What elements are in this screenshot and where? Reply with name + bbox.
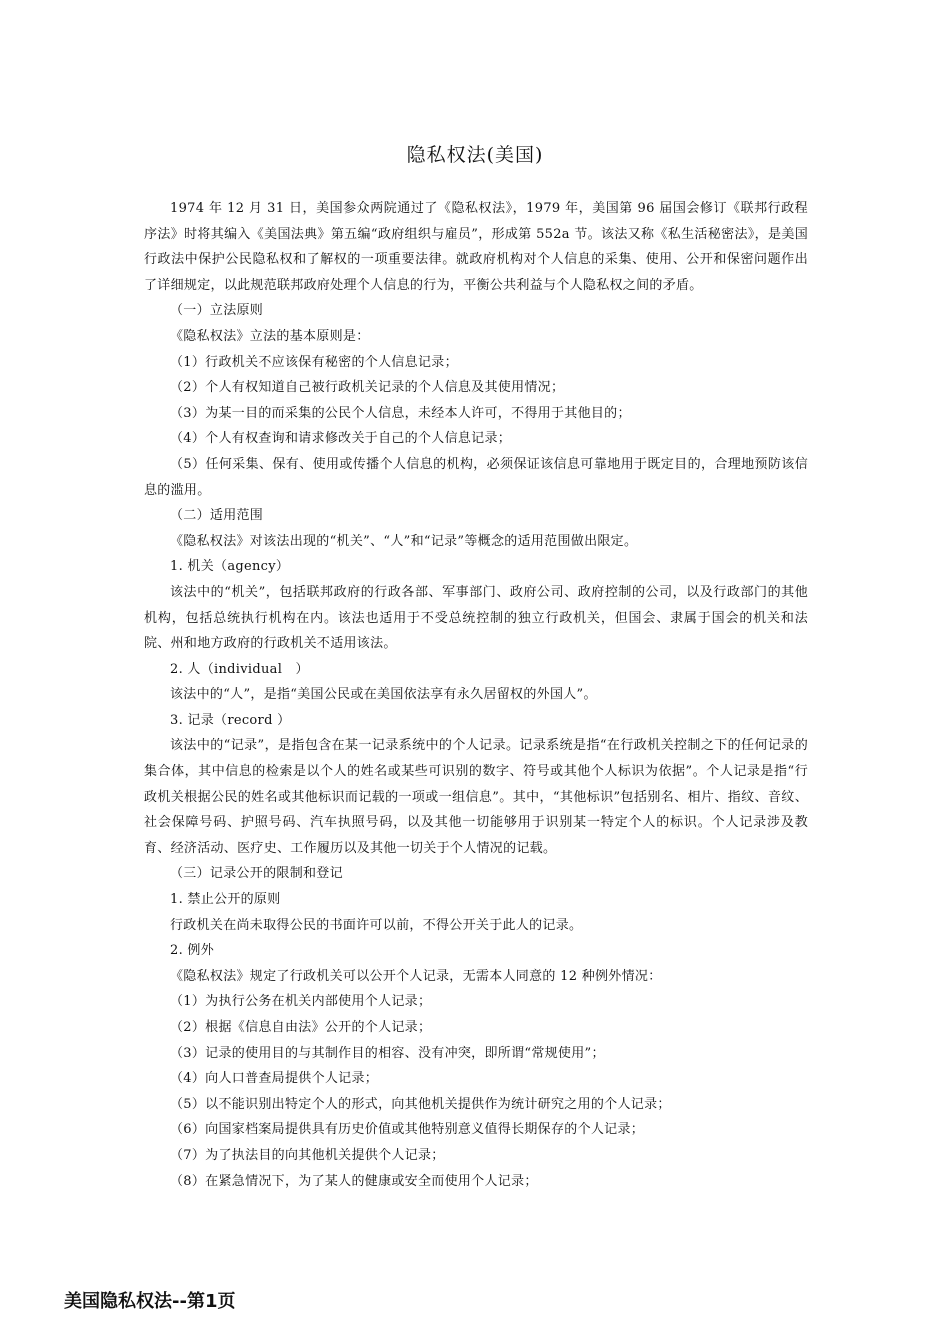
- document-title: 隐私权法(美国): [406, 144, 544, 166]
- exception-item: （4）向人口普查局提供个人记录；: [170, 1071, 379, 1087]
- section-heading: （三）记录公开的限制和登记: [170, 866, 343, 882]
- principle-item: （1）行政机关不应该保有秘密的个人信息记录；: [170, 354, 458, 370]
- page-footer: 美国隐私权法--第1页: [64, 1291, 236, 1312]
- section-lead: 《隐私权法》立法的基本原则是：: [170, 328, 370, 344]
- subsection-heading: 1. 机关（agency）: [170, 559, 290, 575]
- subsection-text: 该法中的“人”，是指“美国公民或在美国依法享有永久居留权的外国人”。: [170, 687, 597, 703]
- exception-item: （1）为执行公务在机关内部使用个人记录；: [170, 994, 432, 1010]
- exception-item: （6）向国家档案局提供具有历史价值或其他特别意义值得长期保存的个人记录；: [170, 1122, 645, 1138]
- exception-item: （5）以不能识别出特定个人的形式，向其他机关提供作为统计研究之用的个人记录；: [170, 1096, 671, 1112]
- subsection-text: 行政机关在尚未取得公民的书面许可以前，不得公开关于此人的记录。: [170, 917, 583, 933]
- intro-paragraph: 1974 年 12 月 31 日，美国参众两院通过了《隐私权法》，1979 年，美国第 96 届国会修订《联邦行政程序法》时将其编入《美国法典》第五编“政府组织与雇员”，形成第 552a 节。该法又称《私生活秘密法》，是美国行政法中保护公民隐私权和了解权的一项重要法律。就政府机构对个人信息的采集、使用、公开和保密问题作出了详细规定，以此规范联邦政府处理个人信息的行为，平衡公共利益与个人隐私权之间的矛盾。: [144, 201, 808, 293]
- exception-item: （8）在紧急情况下，为了某人的健康或安全而使用个人记录；: [170, 1173, 538, 1189]
- section-heading: （二）适用范围: [170, 508, 264, 524]
- principle-item: （4）个人有权查询和请求修改关于自己的个人信息记录；: [170, 431, 512, 447]
- principle-item: （3）为某一目的而采集的公民个人信息，未经本人许可，不得用于其他目的；: [170, 405, 631, 421]
- exception-item: （2）根据《信息自由法》公开的个人记录；: [170, 1020, 432, 1035]
- principle-item: （5）任何采集、保有、使用或传播个人信息的机构，必须保证该信息可靠地用于既定目的，合理地预防该信息的滥用。: [144, 456, 808, 498]
- section-heading: （一）立法原则: [170, 303, 264, 319]
- subsection-heading: 2. 例外: [170, 943, 215, 959]
- principle-item: （2）个人有权知道自己被行政机关记录的个人信息及其使用情况；: [170, 380, 565, 396]
- subsection-heading: 1. 禁止公开的原则: [170, 892, 281, 908]
- exception-item: （7）为了执法目的向其他机关提供个人记录；: [170, 1147, 445, 1163]
- subsection-heading: 3. 记录（record ）: [170, 712, 291, 728]
- exception-item: （3）记录的使用目的与其制作目的相容、没有冲突，即所谓“常规使用”；: [170, 1045, 605, 1061]
- subsection-text: 该法中的“机关”，包括联邦政府的行政各部、军事部门、政府公司、政府控制的公司，以及行政部门的其他机构，包括总统执行机构在内。该法也适用于不受总统控制的独立行政机关，但国会、隶属于国会的机关和法院、州和地方政府的行政机关不适用该法。: [144, 584, 808, 652]
- section-lead: 《隐私权法》对该法出现的“机关”、“人”和“记录”等概念的适用范围做出限定。: [170, 533, 638, 549]
- document-body: [144, 196, 808, 1194]
- subsection-text: 该法中的“记录”，是指包含在某一记录系统中的个人记录。记录系统是指“在行政机关控制之下的任何记录的集合体，其中信息的检索是以个人的姓名或某些可识别的数字、符号或其他个人标识为依据”。个人记录是指“行政机关根据公民的姓名或其他标识而记载的一项或一组信息”。其中，“其他标识”包括别名、相片、指纹、音纹、社会保障号码、护照号码、汽车执照号码，以及其他一切能够用于识别某一特定个人的标识。个人记录涉及教育、经济活动、医疗史、工作履历以及其他一切关于个人情况的记载。: [144, 738, 808, 856]
- subsection-heading: 2. 人（individual ）: [170, 661, 309, 677]
- section-lead: 《隐私权法》规定了行政机关可以公开个人记录，无需本人同意的 12 种例外情况：: [170, 968, 662, 984]
